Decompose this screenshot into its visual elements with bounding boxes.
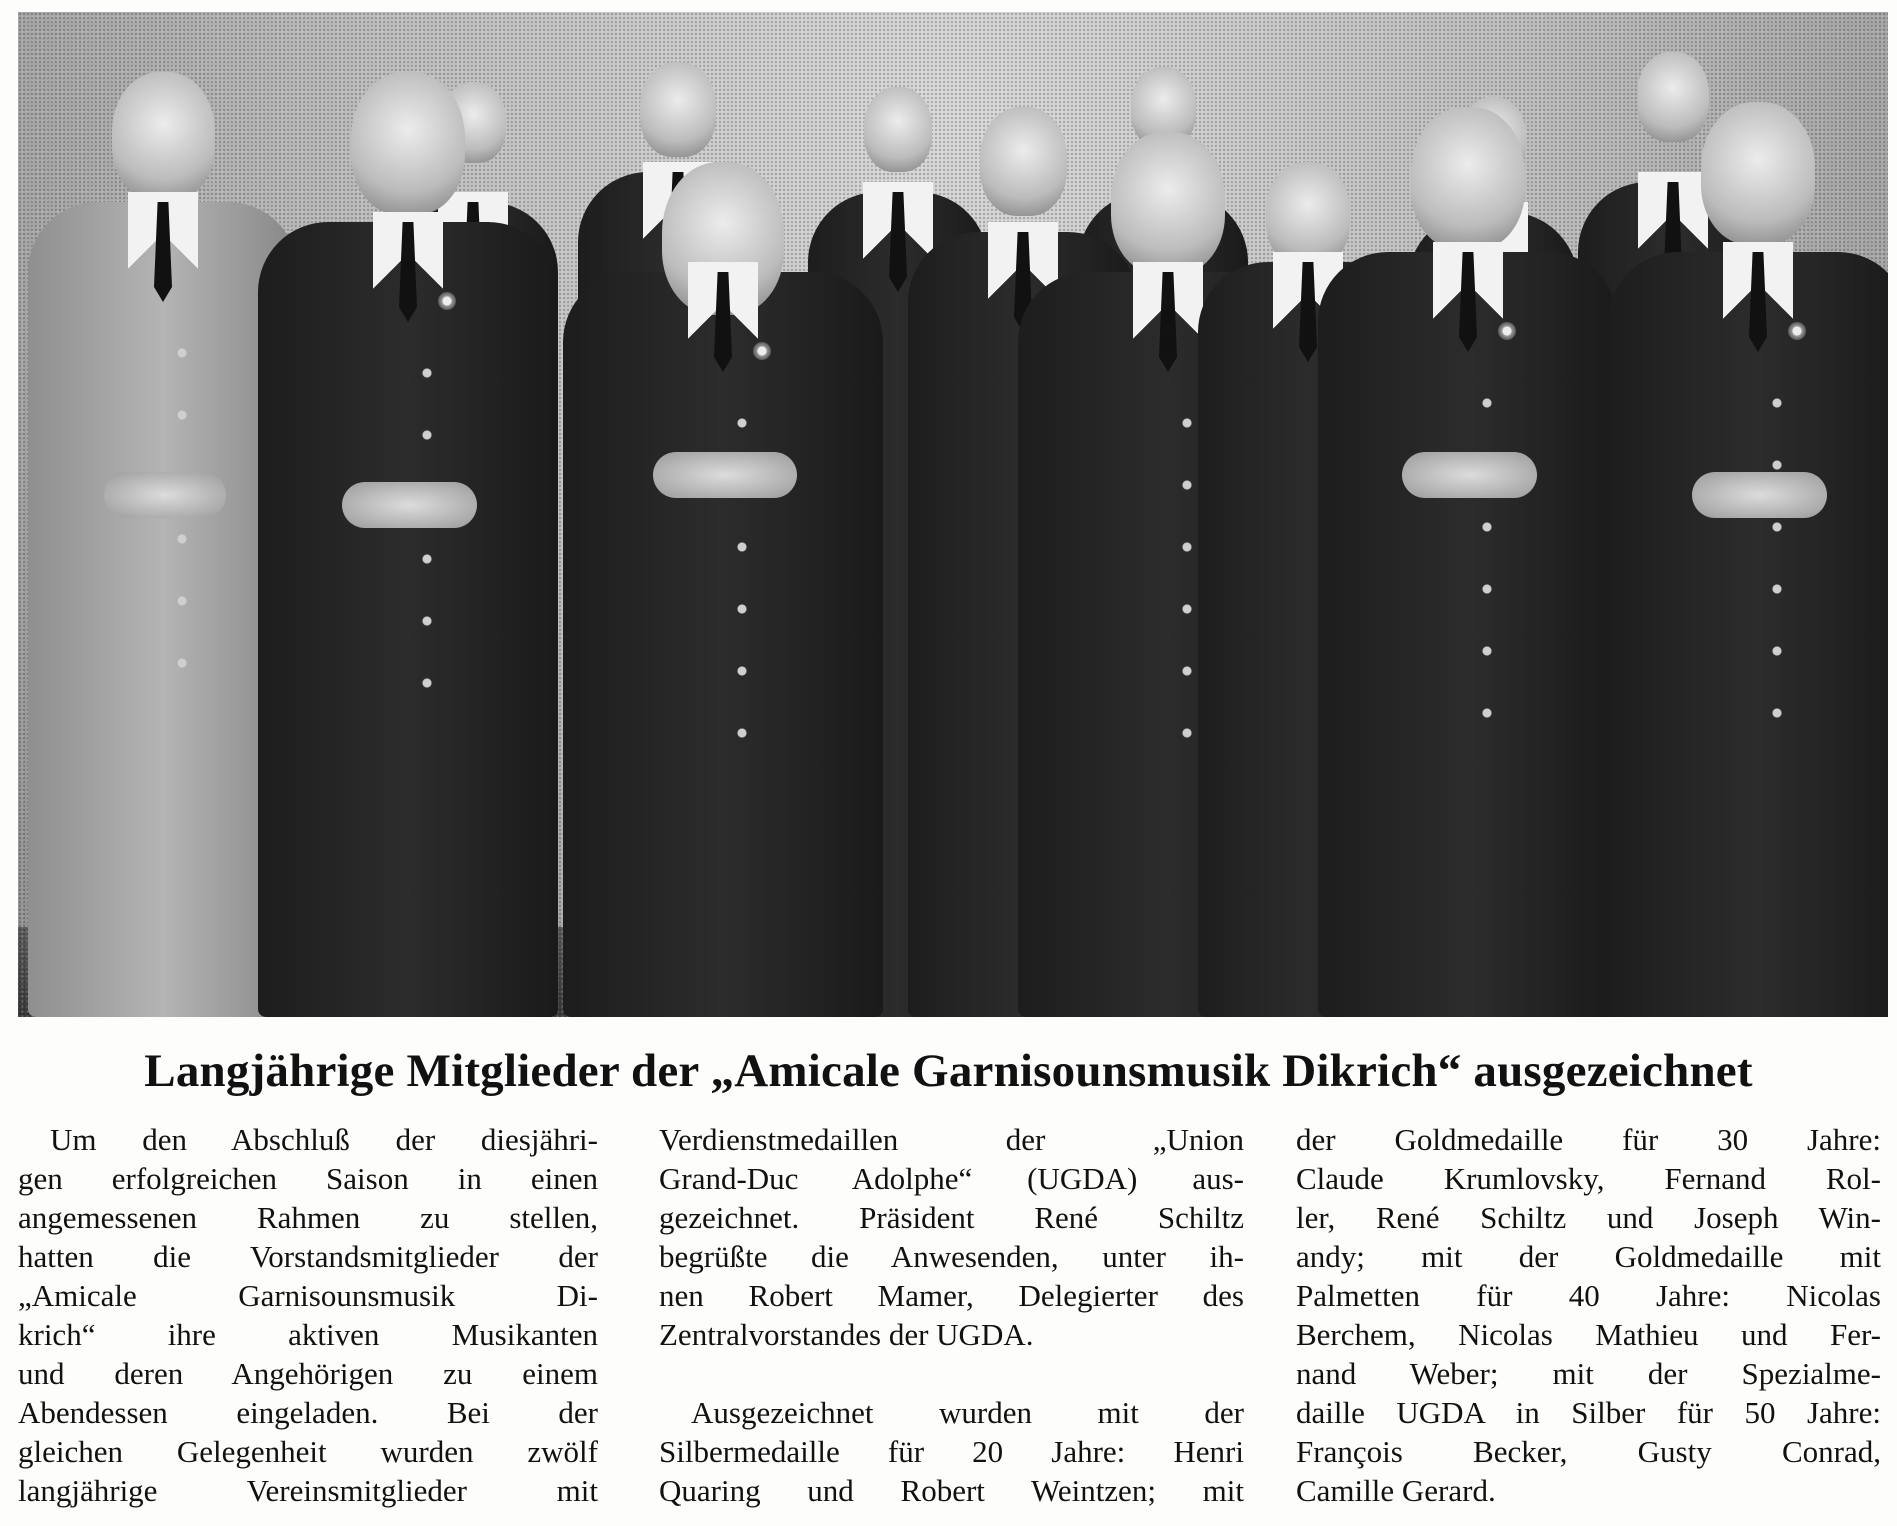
text-line: nand Weber; mit der Spezialme- bbox=[1296, 1356, 1881, 1391]
text-line: Ausgezeichnet wurden mit der bbox=[691, 1395, 1244, 1430]
text-line: Um den Abschluß der diesjähri- bbox=[50, 1122, 598, 1157]
text-line: daille UGDA in Silber für 50 Jahre: bbox=[1296, 1395, 1881, 1430]
text-line: gleichen Gelegenheit wurden zwölf bbox=[18, 1434, 598, 1469]
text-line: krich“ ihre aktiven Musikanten bbox=[18, 1317, 598, 1352]
group-photo bbox=[18, 12, 1888, 1017]
text-line: Verdienstmedaillen der „Union bbox=[659, 1122, 1244, 1157]
text-line: Camille Gerard. bbox=[1296, 1473, 1496, 1508]
text-line: Silbermedaille für 20 Jahre: Henri bbox=[659, 1434, 1244, 1469]
text-line: langjährige Vereinsmitglieder mit bbox=[18, 1473, 598, 1508]
text-line: Zentralvorstandes der UGDA. bbox=[659, 1317, 1034, 1352]
text-line: Claude Krumlovsky, Fernand Rol- bbox=[1296, 1161, 1881, 1196]
photo-person bbox=[258, 72, 558, 1017]
text-line: ler, René Schiltz und Joseph Win- bbox=[1296, 1200, 1881, 1235]
article-column-3 bbox=[1296, 1120, 1881, 1510]
text-line: angemessenen Rahmen zu stellen, bbox=[18, 1200, 598, 1235]
text-line: Berchem, Nicolas Mathieu und Fer- bbox=[1296, 1317, 1881, 1352]
article-headline: Langjährige Mitglieder der „Amicale Garnisounsmusik Dikrich“ ausgezeichnet bbox=[144, 1045, 1753, 1097]
text-line: gezeichnet. Präsident René Schiltz bbox=[659, 1200, 1244, 1235]
text-line: begrüßte die Anwesenden, unter ih- bbox=[659, 1239, 1244, 1274]
text-line: hatten die Vorstandsmitglieder der bbox=[18, 1239, 598, 1274]
text-line: Abendessen eingeladen. Bei der bbox=[18, 1395, 598, 1430]
photo-person bbox=[1318, 107, 1618, 1017]
text-line: Palmetten für 40 Jahre: Nicolas bbox=[1296, 1278, 1881, 1313]
photo-person bbox=[563, 162, 883, 1017]
text-line: der Goldmedaille für 30 Jahre: bbox=[1296, 1122, 1881, 1157]
article-column-2 bbox=[659, 1120, 1244, 1510]
text-line: François Becker, Gusty Conrad, bbox=[1296, 1434, 1881, 1469]
text-line: nen Robert Mamer, Delegierter des bbox=[659, 1278, 1244, 1313]
text-line: Quaring und Robert Weintzen; mit bbox=[659, 1473, 1244, 1508]
paragraph-gap bbox=[659, 1354, 1244, 1393]
photo-person bbox=[1608, 102, 1888, 1017]
text-line: gen erfolgreichen Saison in einen bbox=[18, 1161, 598, 1196]
text-line: „Amicale Garnisounsmusik Di- bbox=[18, 1278, 598, 1313]
photo-figures bbox=[18, 12, 1888, 1017]
text-line: andy; mit der Goldmedaille mit bbox=[1296, 1239, 1881, 1274]
text-line: Grand-Duc Adolphe“ (UGDA) aus- bbox=[659, 1161, 1244, 1196]
text-line: und deren Angehörigen zu einem bbox=[18, 1356, 598, 1391]
article-column-1 bbox=[18, 1120, 598, 1510]
